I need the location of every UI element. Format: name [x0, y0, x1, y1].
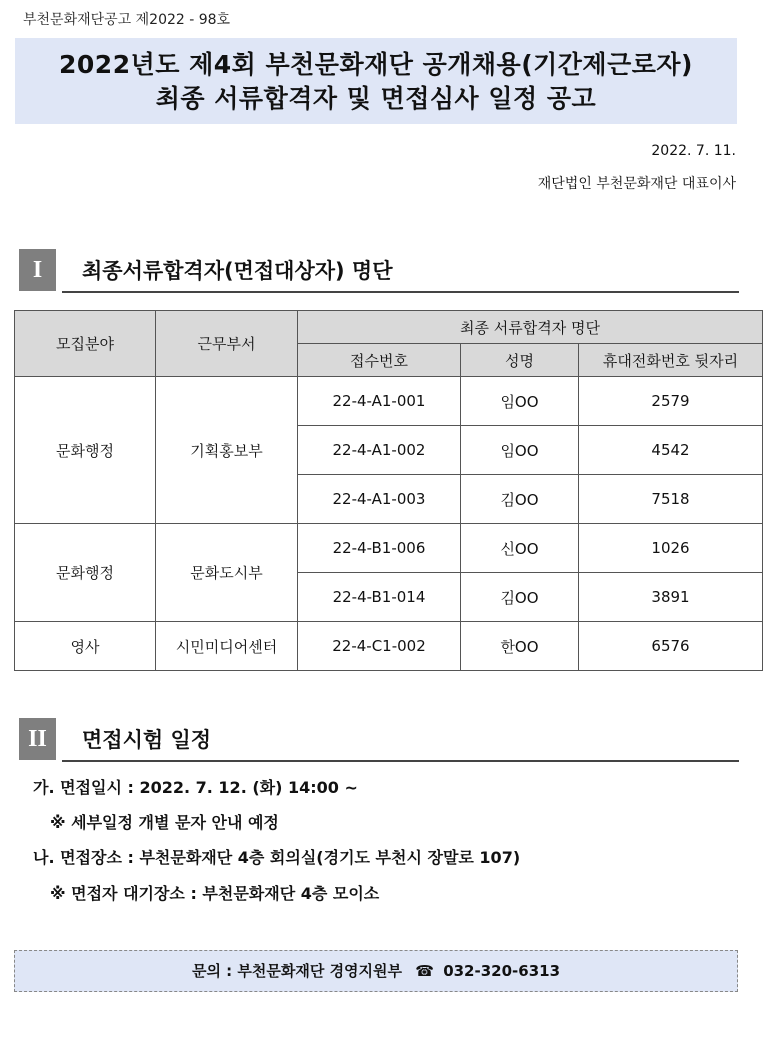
cell-application-id: 22-4-B1-006	[298, 524, 461, 573]
cell-application-id: 22-4-A1-003	[298, 475, 461, 524]
cell-application-id: 22-4-B1-014	[298, 573, 461, 622]
cell-application-id: 22-4-A1-002	[298, 426, 461, 475]
contact-phone: 032-320-6313	[443, 962, 561, 980]
section-2-heading	[19, 718, 739, 762]
title-line-1: 2022년도 제4회 부천문화재단 공개채용(기간제근로자)	[59, 50, 693, 79]
cell-department: 문화도시부	[156, 524, 298, 622]
title-line-2: 최종 서류합격자 및 면접심사 일정 공고	[155, 84, 597, 113]
issuer: 재단법인 부천문화재단 대표이사	[537, 176, 736, 192]
interview-location: 나. 면접장소 : 부천문화재단 4층 회의실(경기도 부천시 장말로 107)	[33, 848, 521, 867]
cell-phone-suffix: 1026	[579, 524, 763, 573]
table-row	[15, 524, 763, 573]
schedule-note: ※ 세부일정 개별 문자 안내 예정	[50, 813, 279, 832]
telephone-icon: ☎	[415, 962, 434, 980]
cell-name: 신OO	[461, 524, 579, 573]
section-1-heading	[19, 249, 739, 293]
cell-name: 김OO	[461, 573, 579, 622]
header-application-id: 접수번호	[298, 344, 461, 377]
cell-department: 시민미디어센터	[156, 622, 298, 671]
publish-date: 2022. 7. 11.	[651, 143, 736, 159]
cell-phone-suffix: 4542	[579, 426, 763, 475]
section-number-badge: II	[19, 718, 56, 760]
cell-field: 영사	[15, 622, 156, 671]
cell-department: 기획홍보부	[156, 377, 298, 524]
cell-phone-suffix: 7518	[579, 475, 763, 524]
table-row	[15, 622, 763, 671]
cell-field: 문화행정	[15, 377, 156, 524]
table-row	[15, 377, 763, 426]
section-divider	[62, 291, 739, 293]
header-phone-suffix: 휴대전화번호 뒷자리	[579, 344, 763, 377]
applicant-table	[14, 310, 763, 671]
header-name: 성명	[461, 344, 579, 377]
cell-phone-suffix: 3891	[579, 573, 763, 622]
interview-datetime: 가. 면접일시 : 2022. 7. 12. (화) 14:00 ~	[33, 778, 358, 797]
cell-name: 임OO	[461, 377, 579, 426]
cell-application-id: 22-4-C1-002	[298, 622, 461, 671]
cell-field: 문화행정	[15, 524, 156, 622]
header-field: 모집분야	[15, 311, 156, 377]
cell-name: 임OO	[461, 426, 579, 475]
cell-name: 김OO	[461, 475, 579, 524]
section-title: 최종서류합격자(면접대상자) 명단	[82, 259, 393, 283]
header-group: 최종 서류합격자 명단	[298, 311, 763, 344]
cell-phone-suffix: 6576	[579, 622, 763, 671]
section-divider	[62, 760, 739, 762]
cell-name: 한OO	[461, 622, 579, 671]
cell-application-id: 22-4-A1-001	[298, 377, 461, 426]
title-banner	[15, 38, 737, 124]
cell-phone-suffix: 2579	[579, 377, 763, 426]
section-title: 면접시험 일정	[82, 728, 212, 752]
section-number-badge: I	[19, 249, 56, 291]
contact-label: 문의 : 부천문화재단 경영지원부	[191, 962, 403, 980]
contact-box	[14, 950, 738, 992]
notice-number: 부천문화재단공고 제2022 - 98호	[23, 12, 231, 28]
waiting-area-note: ※ 면접자 대기장소 : 부천문화재단 4층 모이소	[50, 884, 380, 903]
header-department: 근무부서	[156, 311, 298, 377]
